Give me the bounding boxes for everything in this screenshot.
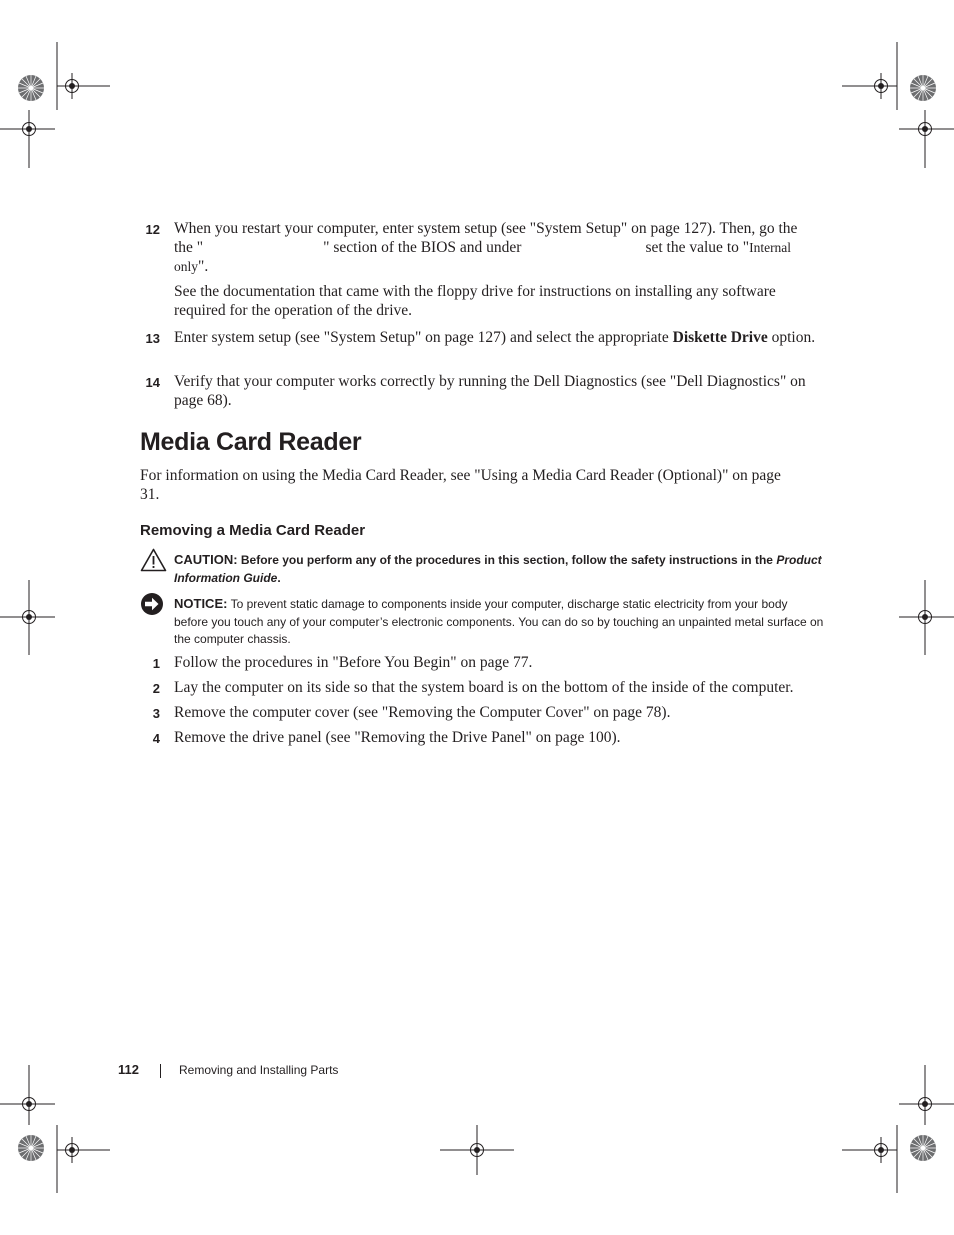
step-1 xyxy=(140,653,820,672)
step-text: Enter system setup (see "System Setup" on page 127) and select the appropriate Diskette Drive option. xyxy=(174,329,816,346)
step-number: 4 xyxy=(152,731,160,746)
step-4 xyxy=(140,728,820,747)
page-footer xyxy=(118,1062,339,1077)
registration-mark-icon xyxy=(16,604,42,630)
notice-label: NOTICE: xyxy=(174,596,228,611)
step-14 xyxy=(140,372,820,410)
step-13 xyxy=(140,328,820,347)
footer-section-title: Removing and Installing Parts xyxy=(179,1063,339,1077)
step-number: 14 xyxy=(145,375,160,390)
registration-mark-icon xyxy=(868,1137,894,1163)
step-number: 1 xyxy=(152,656,160,671)
registration-mark-icon xyxy=(59,73,85,99)
step-text: Follow the procedures in "Before You Begin" on page 77. xyxy=(174,654,533,671)
registration-mark-icon xyxy=(912,1091,938,1117)
subsection-title: Removing a Media Card Reader xyxy=(140,522,366,539)
registration-mark-icon xyxy=(18,75,44,101)
registration-mark-icon xyxy=(16,1091,42,1117)
step-3 xyxy=(140,703,820,722)
step-2 xyxy=(140,678,840,697)
step-text: Remove the computer cover (see "Removing the Computer Cover" on page 78). xyxy=(174,704,671,721)
step-number: 12 xyxy=(145,222,160,237)
step-number: 2 xyxy=(152,681,160,696)
warning-triangle-icon xyxy=(140,548,167,572)
step-number: 3 xyxy=(152,706,160,721)
notice-arrow-icon xyxy=(140,592,164,616)
step-number: 13 xyxy=(145,331,160,346)
step-text: Remove the drive panel (see "Removing the Drive Panel" on page 100). xyxy=(174,729,621,746)
section-intro: For information on using the Media Card Reader, see "Using a Media Card Reader (Optional)" on page 31. xyxy=(140,467,781,503)
registration-mark-icon xyxy=(910,1135,936,1161)
step-text: Lay the computer on its side so that the system board is on the bottom of the inside of the computer. xyxy=(174,679,794,696)
step-12 xyxy=(140,219,820,276)
caution-label: CAUTION: xyxy=(174,552,238,567)
registration-mark-icon xyxy=(16,116,42,142)
registration-mark-icon xyxy=(59,1137,85,1163)
footer-divider xyxy=(160,1064,161,1078)
registration-mark-icon xyxy=(912,116,938,142)
notice-note: NOTICE: To prevent static damage to components inside your computer, discharge static electricity from your body before you touch any of your computer’s electronic components. You can do so by touching an unpainted metal surface on the computer chassis. xyxy=(174,596,824,646)
step-text: Verify that your computer works correctly by running the Dell Diagnostics (see "Dell Diagnostics" on page 68). xyxy=(174,373,806,409)
registration-mark-icon xyxy=(18,1135,44,1161)
caution-note: CAUTION: Before you perform any of the procedures in this section, follow the safety instructions in the Product Information Guide. xyxy=(174,552,822,585)
registration-mark-icon xyxy=(464,1137,490,1163)
section-title: Media Card Reader xyxy=(140,428,362,456)
step-text: When you restart your computer, enter system setup (see "System Setup" on page 127). Then, go the the " " section of the BIOS and under set the value to "Internal only". xyxy=(174,220,798,275)
registration-mark-icon xyxy=(868,73,894,99)
registration-mark-icon xyxy=(912,604,938,630)
step-12-note: See the documentation that came with the floppy drive for instructions on installing any software required for the operation of the drive. xyxy=(174,283,776,319)
registration-mark-icon xyxy=(910,75,936,101)
page-number: 112 xyxy=(118,1062,139,1077)
